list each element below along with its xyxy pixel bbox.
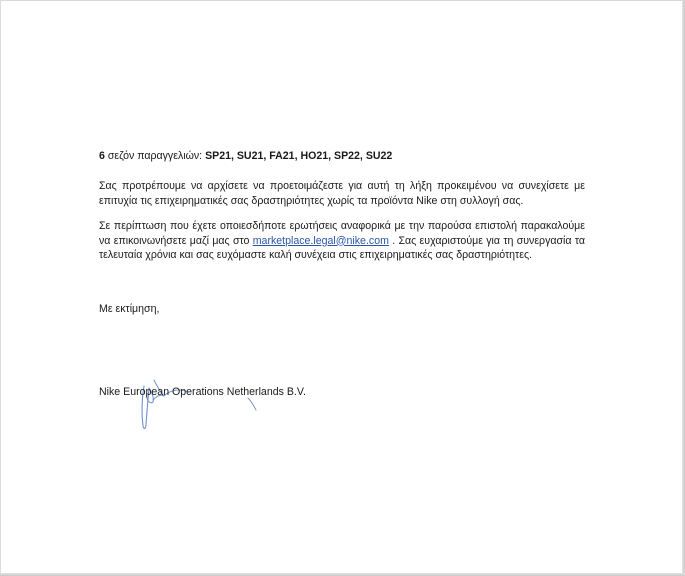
seasons-list: SP21, SU21, FA21, HO21, SP22, SU22: [205, 150, 393, 162]
paragraph-preparation: Σας προτρέπουμε να αρχίσετε να προετοιμάζεστε για αυτή τη λήξη προκειμένου να συνεχίσετε με επιτυχία τις επιχειρηματικές σας δραστηριότητες χωρίς τα προϊόντα Nike στη συλλογή σας.: [99, 180, 585, 207]
email-link[interactable]: marketplace.legal@nike.com: [252, 234, 389, 247]
company-name: Nike European Operations Netherlands B.V.: [99, 386, 306, 398]
closing-salutation: Με εκτίμηση,: [99, 303, 160, 315]
page-border-left: [0, 0, 1, 576]
paragraph-contact: [99, 219, 585, 263]
page-border-top: [0, 0, 685, 1]
seasons-count: 6: [99, 150, 105, 162]
contact-text-after: . Σας ευχαριστούμε για τη συνεργασία τα τελευταία χρόνια και σας ευχόμαστε καλή συνέχεια στις επιχειρηματικές σας δραστηριότητες.: [99, 234, 585, 261]
seasons-label: σεζόν παραγγελιών:: [104, 150, 206, 162]
seasons-line: [99, 149, 585, 164]
contact-text-before: Σε περίπτωση που έχετε οποιεσδήποτε ερωτήσεις αναφορικά με την παρούσα επιστολή παρακαλούμε να επικοινωνήσετε μαζί μας στο: [99, 220, 585, 247]
